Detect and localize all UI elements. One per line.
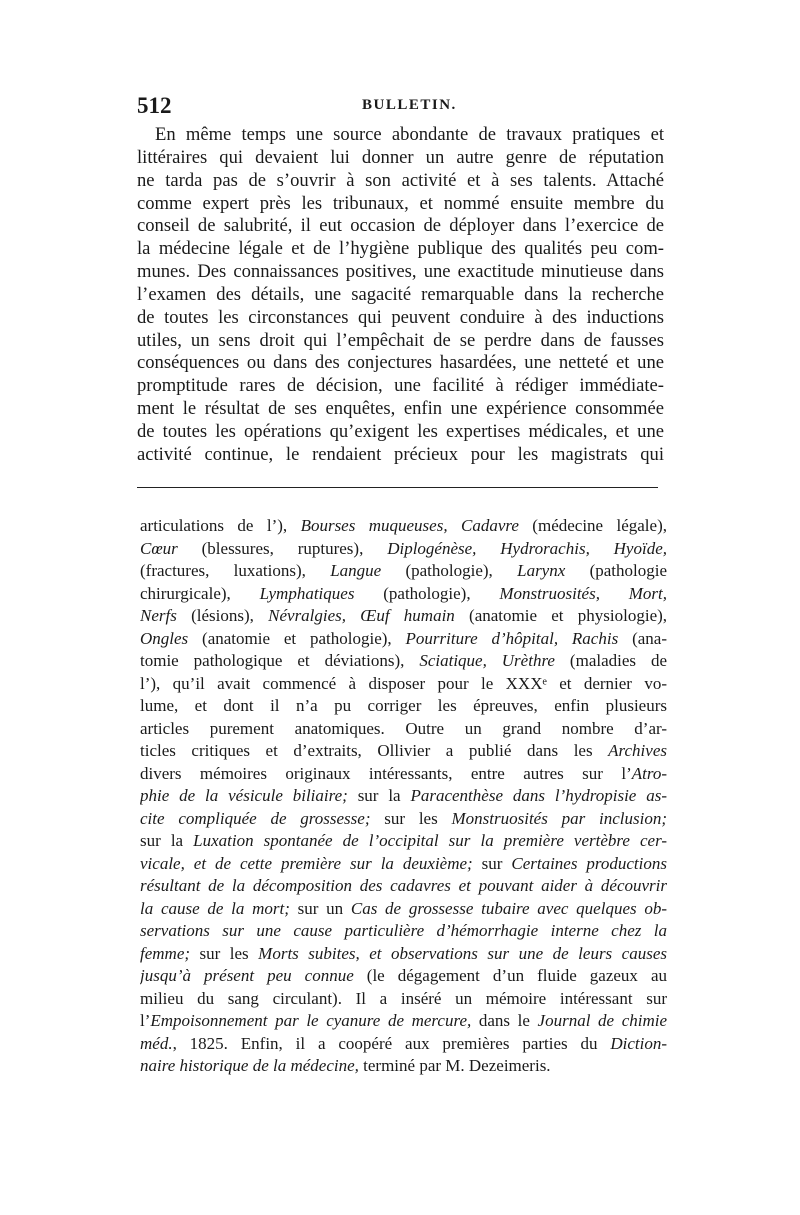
text-segment: articulations de l’), (140, 516, 301, 535)
text-segment: (lésions), (176, 606, 269, 625)
text-line: la médecine légale et de l’hygiène publique des qualités peu com- (137, 238, 664, 260)
footnote-line (140, 763, 667, 786)
text-segment: ticles critiques et d’extraits, Ollivier a publié dans les (140, 741, 609, 760)
italic-segment: Névralgies, Œuf humain (268, 606, 455, 625)
italic-segment: cite compliquée de grossesse; (140, 808, 371, 828)
italic-segment: femme; (140, 943, 191, 963)
footnote-line (140, 943, 667, 966)
text-segment: sur les (370, 808, 452, 828)
main-paragraph (137, 124, 664, 467)
footnote-line (140, 605, 667, 628)
footnote-line (140, 740, 667, 763)
text-line: de toutes les opérations qu’exigent les expertises médicales, et une (137, 420, 664, 442)
italic-segment: Cœur (140, 538, 178, 558)
italic-segment: Pourriture d’hôpital, Rachis (405, 628, 619, 648)
italic-segment: Langue (330, 561, 382, 580)
italic-segment: résultant de la décomposition des cadavres et pouvant aider à découvrir (140, 876, 667, 895)
text-segment: (fractures, luxations), (140, 561, 331, 580)
text-segment: (maladies de (554, 651, 667, 670)
text-segment: tomie pathologique et déviations), (140, 651, 420, 670)
footnote-line (140, 898, 667, 921)
running-title: BULLETIN. (362, 97, 457, 113)
footnote-divider (137, 487, 658, 488)
text-segment: terminé par M. Dezeimeris. (358, 1056, 551, 1075)
footnote-line (140, 560, 667, 583)
footnote-line (140, 650, 667, 673)
text-segment: milieu du sang circulant). Il a inséré un mémoire intéressant sur (140, 988, 667, 1008)
footnote-line (140, 718, 667, 741)
text-line: de toutes les circonstances qui peuvent conduire à des inductions (137, 306, 664, 328)
footnote-line (140, 808, 667, 831)
page-number: 512 (137, 93, 172, 118)
footnote-line (140, 830, 667, 853)
text-segment: (pathologie (565, 561, 667, 580)
text-segment: l’), qu’il avait commencé à disposer pour le XXXᵉ et dernier vo- (140, 673, 667, 693)
text-line: comme expert près les tribunaux, et nommé ensuite membre du (137, 192, 664, 214)
italic-segment: la cause de la mort; (140, 898, 290, 918)
footnote-line (140, 875, 667, 898)
footnote-line (140, 1010, 667, 1033)
text-segment: l’ (140, 1011, 151, 1030)
italic-segment: Cas de grossesse tubaire avec quelques ob- (350, 898, 667, 918)
text-line: promptitude rares de décision, une facilité à rédiger immédiate- (137, 375, 664, 397)
italic-segment: Archives (608, 741, 667, 760)
text-line: conseil de salubrité, il eut occasion de déployer dans l’exercice de (137, 215, 664, 237)
text-segment: (blessures, ruptures), (177, 538, 388, 558)
text-line: munes. Des connaissances positives, une exactitude minutieuse dans (137, 261, 664, 283)
text-line: En même temps une source abondante de travaux pratiques et (155, 124, 664, 145)
italic-segment: jusqu’à présent peu connue (140, 966, 354, 985)
footnote-line (140, 628, 667, 651)
text-segment: (ana- (618, 628, 667, 648)
text-segment: divers mémoires originaux intéressants, entre autres sur l’ (140, 763, 632, 783)
italic-segment: Paracenthèse dans l’hydropisie as- (410, 786, 667, 805)
text-segment: (anatomie et pathologie), (188, 628, 406, 648)
italic-segment: Journal de chimie (537, 1011, 667, 1030)
page-header (137, 93, 662, 123)
italic-segment: Bourses muqueuses, Cadavre (300, 516, 519, 535)
italic-segment: Nerfs (140, 606, 177, 625)
italic-segment: méd. (140, 1033, 173, 1053)
text-segment: sur la (140, 831, 194, 850)
italic-segment: Empoisonnement par le cyanure de mercure, (150, 1011, 472, 1030)
italic-segment: Sciatique, Urèthre (419, 651, 555, 670)
text-line: ment le résultat de ses enquêtes, enfin une expérience consommée (137, 398, 664, 420)
footnote-line (140, 515, 667, 538)
italic-segment: Diction- (610, 1033, 667, 1053)
text-segment: (pathologie), (354, 583, 500, 603)
italic-segment: Certaines productions (511, 853, 667, 873)
text-segment: sur (472, 853, 512, 873)
text-segment: , 1825. Enfin, il a coopéré aux premières parties du (172, 1033, 611, 1053)
footnote-line (140, 920, 667, 943)
text-line: utiles, un sens droit qui l’empêchait de se perdre dans de fausses (137, 329, 664, 351)
footnote-line (140, 538, 667, 561)
text-segment: (médecine légale), (518, 516, 667, 535)
text-line: conséquences ou dans des conjectures hasardées, une netteté et une (137, 352, 664, 374)
text-line: activité continue, le rendaient précieux pour les magistrats qui (137, 443, 664, 465)
footnote-line (140, 853, 667, 876)
text-segment: (pathologie), (381, 561, 518, 580)
footnote-line (140, 673, 667, 696)
text-segment: articles purement anatomiques. Outre un grand nombre d’ar- (140, 718, 667, 738)
italic-segment: Atro- (631, 763, 667, 783)
text-line: ne tarda pas de s’ouvrir à son activité et à ses talents. Attaché (137, 169, 664, 191)
text-line: l’examen des détails, une sagacité remarquable dans la recherche (137, 283, 664, 305)
text-segment: (le dégagement d’un fluide gazeux au (353, 966, 667, 985)
italic-segment: vicale, et de cette première sur la deuxième; (140, 853, 473, 873)
footnote-line (140, 695, 667, 718)
text-segment: sur la (347, 786, 411, 805)
text-line: littéraires qui devaient lui donner un autre genre de réputation (137, 146, 664, 168)
text-segment: lume, et dont il n’a pu corriger les épreuves, enfin plusieurs (140, 696, 667, 715)
footnote-text (140, 515, 667, 1078)
footnote-line (140, 1055, 667, 1078)
italic-segment: Luxation spontanée de l’occipital sur la première vertèbre cer- (193, 831, 667, 850)
italic-segment: Diplogénèse, Hydrorachis, Hyoïde, (387, 538, 667, 558)
text-segment: (anatomie et physiologie), (454, 606, 667, 625)
text-segment: dans le (471, 1011, 538, 1030)
footnote-line (140, 785, 667, 808)
italic-segment: Ongles (140, 628, 189, 648)
italic-segment: Monstruosités par inclusion; (451, 808, 667, 828)
text-segment: chirurgicale), (140, 583, 260, 603)
text-segment: sur un (289, 898, 351, 918)
italic-segment: Lymphatiques (259, 583, 355, 603)
footnote-line (140, 1033, 667, 1056)
italic-segment: Morts subites, et observations sur une de leurs causes (258, 943, 667, 963)
footnote-line (140, 583, 667, 606)
italic-segment: Larynx (517, 561, 566, 580)
footnote-line (140, 988, 667, 1011)
text-segment: sur les (190, 943, 259, 963)
italic-segment: servations sur une cause particulière d’hémorrhagie interne chez la (140, 921, 667, 940)
footnote-line (140, 965, 667, 988)
italic-segment: Monstruosités, Mort, (499, 583, 667, 603)
italic-segment: naire historique de la médecine, (140, 1056, 359, 1075)
italic-segment: phie de la vésicule biliaire; (140, 786, 348, 805)
